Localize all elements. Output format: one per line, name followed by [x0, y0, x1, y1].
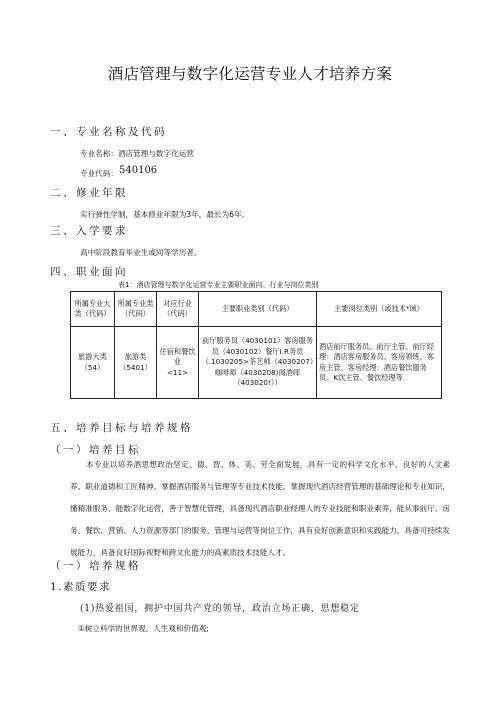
- header-occupation: 主要职业类别（代码）: [199, 292, 317, 327]
- major-name: 专业名称：酒店管理与数字化运营: [80, 149, 194, 158]
- subsection-spec-heading: （一）培养规格: [50, 560, 141, 572]
- item-quality-heading: 1.素质要求: [50, 581, 112, 593]
- quality-item-1: (1)热爱祖国，拥护中国共产党的领导，政治立场正确，思想稳定: [80, 604, 360, 614]
- goal-paragraph: 本专业以培养酒思想政治坚定，德、智、体、美、劳全面发展，具有一定的科学文化水平、良好的人文素养、职业道德和工匠精神、掌握酒店服务与管理等专业技术技能，掌握现代酒店经营管理的基础理论和专业知识，懂精准服务、能数字化运营，善于智慧化管理，具备现代酒店职业经理人的专业技能和职业素养，能从事前厅、房务、餐饮、营销、人力资源等部门的服务、管理与运营等岗位工作，具有良好创新意识和实践能力，具备可持续发展能力，具备良好国际视野和跨文化能力的高素质技术技能人才。: [70, 460, 450, 557]
- subsection-goal-heading: （一）培养目标: [50, 444, 141, 456]
- admission-text: 高中阶段教育毕业生或同等学历者。: [80, 248, 202, 257]
- table-header-row: [71, 292, 442, 327]
- header-major-class: 所属专业类（代码）: [115, 292, 157, 327]
- cell-major-class: 旅游类 （5401）: [115, 327, 157, 399]
- section-2-heading: 二、修业年限: [50, 187, 128, 199]
- section-5-heading: 五、培养目标与培养规格: [50, 422, 193, 434]
- duration-text: 实行弹性学制，基本修业年限为3年，最长为6年。: [80, 210, 250, 219]
- section-4-heading: 四、职业面向: [50, 266, 128, 278]
- quality-bullet-1: ①树立科学的世界观、人生观和价值观;: [78, 624, 209, 633]
- section-1-heading: 一、专业名称及代码: [50, 126, 167, 138]
- major-code-label: 专业代码：: [80, 169, 118, 178]
- header-industry: 对应行业（代码）: [157, 292, 199, 327]
- cell-industry: 住宿和餐饮业 <11>: [157, 327, 199, 399]
- table-row: [71, 327, 442, 399]
- header-position: 主要岗位类别（或技术*域）: [317, 292, 442, 327]
- cell-occupation: 前厅服务员（4030101）客房服务员（4030102）餐厅I.R务员（.1030205>茶艺师（4030207）咖啡师（4030208)闻酒师（403020!））: [199, 327, 317, 399]
- major-code-value: 540106: [119, 165, 158, 176]
- cell-major-category: 旅游大类 （54）: [71, 327, 115, 399]
- header-major-category: 所属专业大类（代码）: [71, 292, 115, 327]
- table-caption: 表1：酒店管理与数字化运营专业主要职业面向、行业与岗位类别: [118, 281, 319, 289]
- section-3-heading: 三、入学要求: [50, 225, 128, 237]
- cell-position: 酒店前厅服务员、前厅主管、前厅经理：酒店客房服务员、客房领班、客房主管、客房经理：酒店餐饮服务员、K饮主管、餐饮经理等.: [317, 327, 442, 399]
- page-title: 酒店管理与数字化运营专业人才培养方案: [107, 65, 393, 83]
- career-table: [70, 291, 442, 399]
